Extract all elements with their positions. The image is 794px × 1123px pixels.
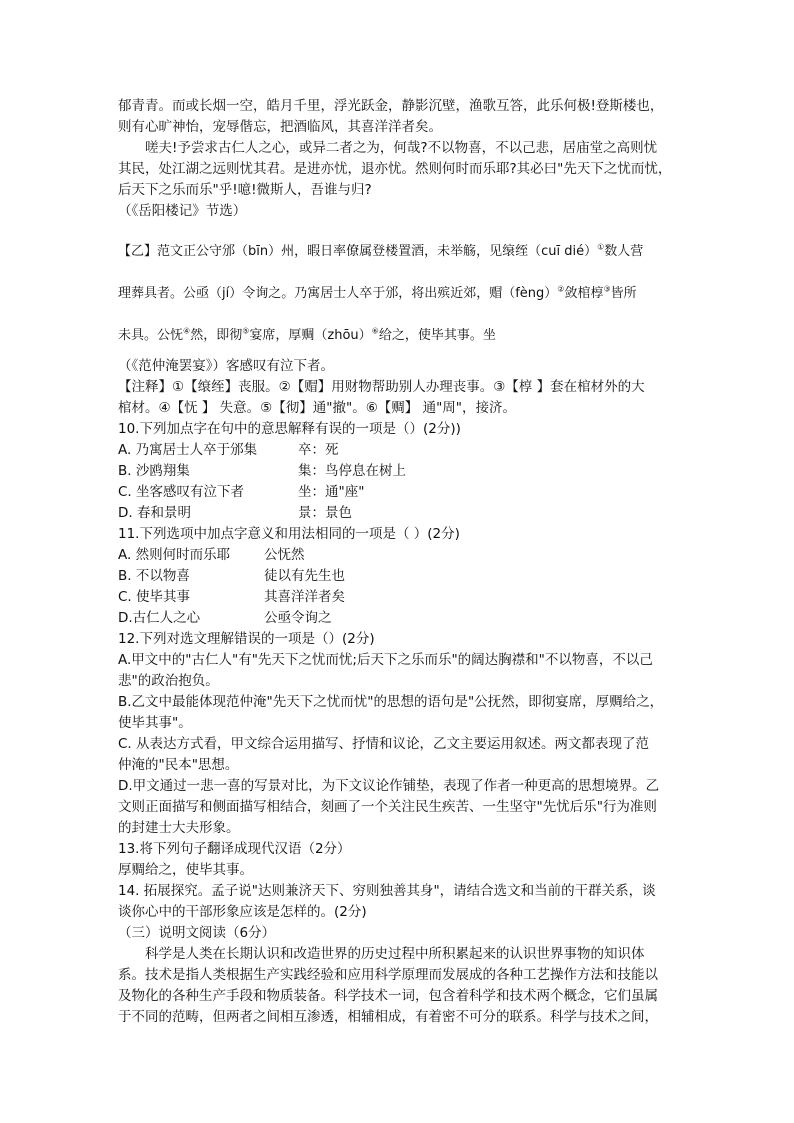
text-line: C. 从表达方式看，甲文综合运用描写、抒情和议论，乙文主要运用叙述。两文都表现了范	[118, 736, 650, 752]
text-segment: 皆所	[610, 286, 637, 301]
option-b	[118, 566, 678, 587]
text-line: 谈你心中的干部形象应该是怎样的。(2分)	[118, 904, 367, 920]
option-explanation: 景：景色	[298, 505, 352, 521]
text-segment: 然，即彻	[190, 328, 243, 343]
option-explanation: 坐：通"座"	[298, 484, 365, 500]
text-line: 科学是人类在长期认识和改造世界的历史过程中所积累起来的认识世界事物的知识体	[145, 946, 645, 962]
text-line: 使毕其事"。	[118, 715, 192, 731]
text-line: B.乙文中最能体现范仲淹"先天下之忧而忧"的思想的语句是"公抚然，即彻宴席，厚赒给之，	[118, 694, 664, 710]
text-line	[118, 242, 678, 262]
source-note: （《岳阳楼记》节选）	[118, 203, 247, 219]
question-stem: 13.将下列句子翻译成现代汉语（2分）	[118, 841, 351, 857]
option-b	[118, 461, 678, 482]
option-compare: 公怃然	[264, 547, 305, 563]
option-compare: 公亟令询之	[264, 610, 332, 626]
question-10	[118, 419, 678, 524]
text-line: A.甲文中的"古仁人"有"先天下之忧而忧;后天下之乐而乐"的阔达胸襟和"不以物喜，不以己	[118, 652, 653, 668]
passage-b	[118, 242, 678, 377]
question-14	[118, 881, 678, 923]
question-11	[118, 524, 678, 629]
text-line	[118, 326, 678, 346]
text-segment: 数人营	[604, 244, 644, 259]
text-line	[118, 284, 678, 304]
question-12	[118, 629, 678, 839]
text-segment: 未具。公怃	[118, 328, 184, 343]
option-text: A. 然则何时而乐耶	[118, 547, 231, 563]
option-compare: 徒以有先生也	[264, 568, 345, 584]
text-line: 厚赒给之，使毕其事。	[118, 862, 253, 878]
option-compare: 其喜洋洋者矣	[264, 589, 345, 605]
option-text: B. 沙鸥翔集	[118, 463, 190, 479]
option-text: A. 乃寓居士人卒于邠集	[118, 442, 258, 458]
question-stem: 14. 拓展探究。孟子说"达则兼济天下、穷则独善其身"，请结合选文和当前的干群关系，谈	[118, 883, 656, 899]
question-stem: 11.下列选项中加点字意义和用法相同的一项是（ ）(2分)	[118, 526, 460, 542]
passage-a	[118, 96, 678, 222]
text-line: 嗟夫!予尝求古仁人之心，或异二者之为，何哉?不以物喜，不以己悲，居庙堂之高则忧	[145, 140, 658, 156]
option-text: D.古仁人之心	[118, 610, 201, 626]
text-line: 于不同的范畴，但两者之间相互渗透，相辅相成，有着密不可分的联系。科学与技术之间，	[118, 1009, 658, 1025]
document-page	[118, 96, 678, 1028]
footnote-marker: ②	[557, 284, 565, 294]
text-line: 其民，处江湖之远则忧其君。是进亦忧，退亦忧。然则何时而乐耶?其必曰"先天下之忧而忧，	[118, 161, 672, 177]
text-line: 悲"的政治抱负。	[118, 673, 219, 689]
source-note: （《范仲淹罢宴》）客感叹有泣下者。	[118, 358, 334, 374]
text-line: D.甲文通过一悲一喜的写景对比，为下文议论作铺垫，表现了作者一种更高的思想境界。乙	[118, 778, 660, 794]
text-line: 郁青青。而或长烟一空，皓月千里，浮光跃金，静影沉壁，渔歌互答，此乐何极!登斯楼也，	[118, 98, 664, 114]
text-segment: 给之，使毕其事。坐	[378, 328, 496, 343]
option-text: C. 使毕其事	[118, 589, 191, 605]
footnote-marker: ①	[597, 242, 605, 252]
option-text: D. 春和景明	[118, 505, 191, 521]
text-line: 【注释】①【缞绖】丧服。②【赗】用财物帮助别人办理丧事。③【椁 】套在棺材外的大	[118, 379, 645, 395]
text-line: 文则正面描写和侧面描写相结合，刻画了一个关注民生疾苦、一生坚守"先忧后乐"行为准则	[118, 799, 657, 815]
option-c	[118, 587, 678, 608]
text-line: 后天下之乐而乐"乎!噫!微斯人，吾谁与归?	[118, 182, 372, 198]
text-segment: 宴席，厚赒（zhōu）	[249, 328, 372, 343]
text-line: 仲淹的"民本"思想。	[118, 757, 239, 773]
question-stem: 12.下列对选文理解错误的一项是（）(2分)	[118, 631, 375, 647]
option-a	[118, 440, 678, 461]
footnote-marker: ④	[183, 326, 191, 336]
option-d	[118, 608, 678, 629]
text-line: 棺材。④【怃 】 失意。⑤【彻】通"撤"。⑥【赒】 通"周"，接济。	[118, 400, 517, 416]
footnote-marker: ③	[603, 284, 611, 294]
text-segment: 【乙】范文正公守邠（bīn）州，暇日率僚属登楼置酒，未举觞，见缞绖（cuī dié）	[118, 244, 598, 259]
option-text: C. 坐客感叹有泣下者	[118, 484, 245, 500]
footnote-marker: ⑤	[242, 326, 250, 336]
annotations	[118, 377, 678, 419]
text-line: 的封建士大夫形象。	[118, 820, 240, 836]
section-heading: （三）说明文阅读（6分）	[118, 925, 276, 941]
option-a	[118, 545, 678, 566]
section-expository	[118, 923, 678, 1028]
option-explanation: 卒：死	[298, 442, 339, 458]
text-segment: 敛棺椁	[564, 286, 604, 301]
text-line: 系。技术是指人类根据生产实践经验和应用科学原理而发展成的各种工艺操作方法和技能以	[118, 967, 658, 983]
text-line: 则有心旷神怡，宠辱偕忘，把酒临风，其喜洋洋者矣。	[118, 119, 442, 135]
option-text: B. 不以物喜	[118, 568, 190, 584]
option-d	[118, 503, 678, 524]
question-stem: 10.下列加点字在句中的意思解释有误的一项是（）(2分))	[118, 421, 461, 437]
option-c	[118, 482, 678, 503]
option-explanation: 集：鸟停息在树上	[298, 463, 406, 479]
question-13	[118, 839, 678, 881]
text-line: 及物化的各种生产手段和物质装备。科学技术一词，包含着科学和技术两个概念，它们虽属	[118, 988, 658, 1004]
text-segment: 理葬具者。公亟（jí）令询之。乃寓居士人卒于邠，将出殡近郊，赗（fèng）	[118, 286, 558, 301]
footnote-marker: ⑥	[371, 326, 379, 336]
